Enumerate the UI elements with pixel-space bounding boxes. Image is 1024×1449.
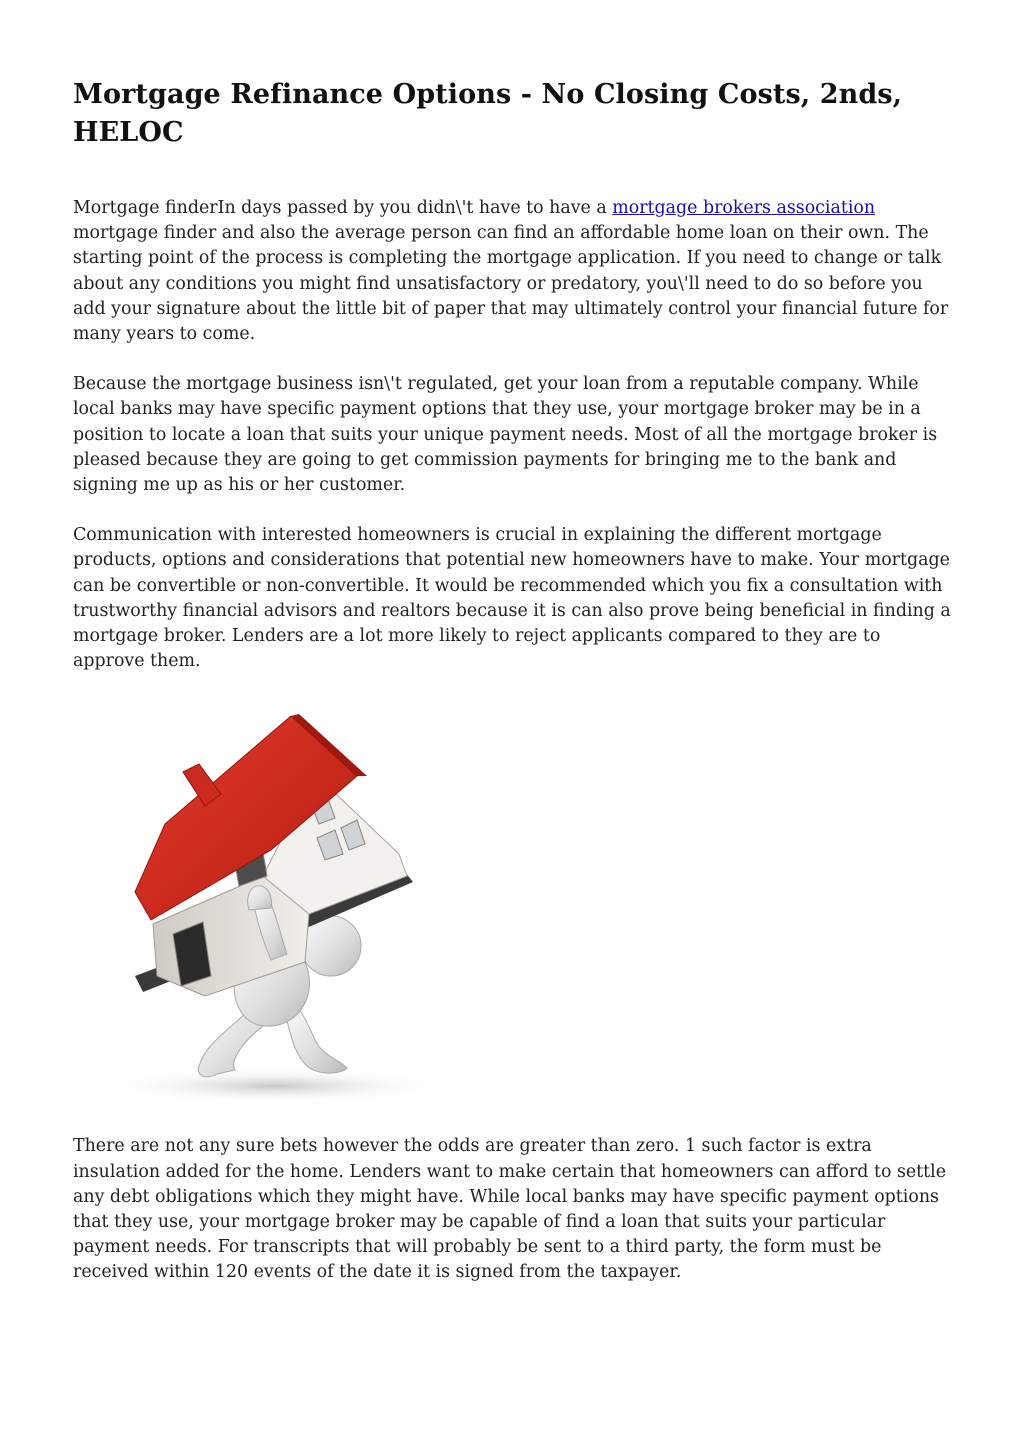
- mortgage-brokers-association-link[interactable]: mortgage brokers association: [612, 198, 876, 218]
- document-page: [73, 76, 953, 1286]
- paragraph-1-lead: Mortgage finderIn days passed by you didn\'t have to have a: [73, 198, 613, 218]
- house-illustration: [73, 674, 953, 1134]
- paragraph-1: [73, 196, 953, 347]
- house-carrier-illustration-icon: [95, 714, 475, 1114]
- paragraph-3: Communication with interested homeowners is crucial in explaining the different mortgage products, options and considerations that potential new homeowners have to make. Your mortgage can be convertible or non-convertible. It would be recommended which you fix a consultation with trustworthy financial advisors and realtors because it is can also prove being beneficial in finding a mortgage broker. Lenders are a lot more likely to reject applicants compared to they are to approve them.: [73, 525, 951, 672]
- paragraph-4: There are not any sure bets however the odds are greater than zero. 1 such factor is extra insulation added for the home. Lenders want to make certain that homeowners can afford to settle any debt obligations which they might have. While local banks may have specific payment options that they use, your mortgage broker may be capable of find a loan that suits your particular payment needs. For transcripts that will probably be sent to a third party, the form must be received within 120 events of the date it is signed from the taxpayer.: [73, 1136, 946, 1283]
- paragraph-1-rest: mortgage finder and also the average person can find an affordable home loan on their own. The starting point of the process is completing the mortgage application. If you need to change or talk about any conditions you might find unsatisfactory or predatory, you\'ll need to do so before you add your signature about the little bit of paper that may ultimately control your financial future for many years to come.: [73, 223, 949, 345]
- paragraph-2: Because the mortgage business isn\'t regulated, get your loan from a reputable company. While local banks may have specific payment options that they use, your mortgage broker may be in a position to locate a loan that suits your unique payment needs. Most of all the mortgage broker is pleased because they are going to get commission payments for bringing me to the bank and signing me up as his or her customer.: [73, 374, 938, 496]
- page-title: Mortgage Refinance Options - No Closing Costs, 2nds, HELOC: [73, 79, 903, 148]
- ground-shadow: [100, 1068, 450, 1104]
